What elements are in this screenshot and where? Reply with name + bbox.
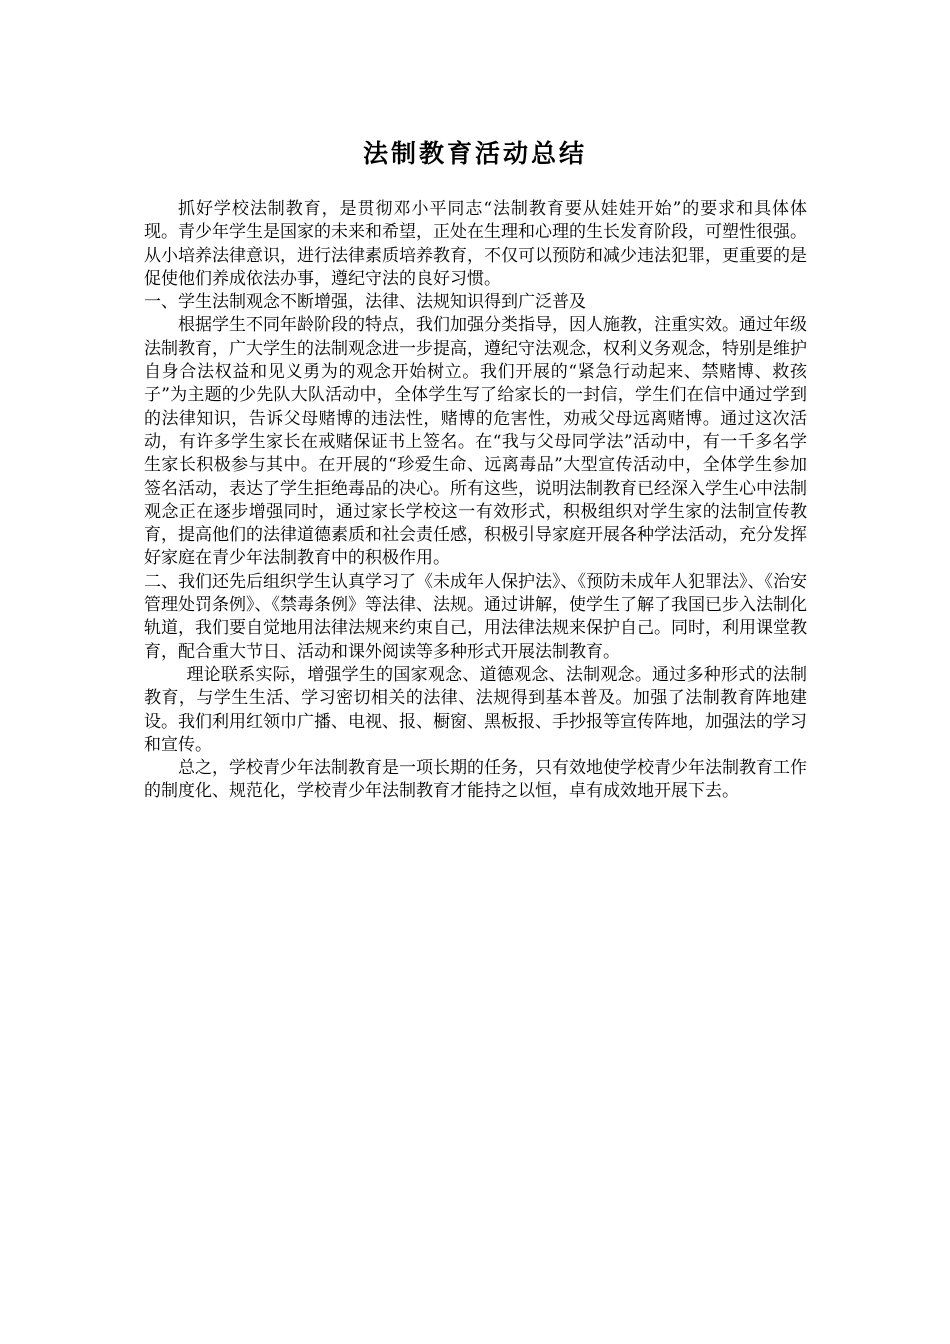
paragraph-section-2: 二、我们还先后组织学生认真学习了《未成年人保护法》、《预防未成年人犯罪法》、《治安管理处罚条例》、《禁毒条例》等法律、法规。通过讲解，使学生了解了我国已步入法制化轨道，我们要自觉地用法律法规来约束自己，用法律法规来保护自己。同时，利用课堂教育，配合重大节日、活动和课外阅读等多种形式开展法制教育。 <box>144 571 807 662</box>
document-title: 法制教育活动总结 <box>362 139 587 168</box>
section-heading-1: 一、学生法制观念不断增强，法律、法规知识得到广泛普及 <box>144 292 586 313</box>
paragraph-intro: 抓好学校法制教育，是贯彻邓小平同志“法制教育要从娃娃开始”的要求和具体体现。青少年学生是国家的未来和希望，正处在生理和心理的生长发育阶段，可塑性很强。从小培养法律意识，进行法律素质培养教育，不仅可以预防和减少违法犯罪，更重要的是促使他们养成依法办事，遵纪守法的良好习惯。 <box>144 199 807 289</box>
paragraph-theory: 理论联系实际，增强学生的国家观念、道德观念、法制观念。通过多种形式的法制教育，与学生生活、学习密切相关的法律、法规得到基本普及。加强了法制教育阵地建设。我们利用红领巾广播、电视、报、橱窗、黑板报、手抄报等宣传阵地，加强法的学习和宣传。 <box>144 664 807 755</box>
paragraph-conclusion: 总之，学校青少年法制教育是一项长期的任务，只有效地使学校青少年法制教育工作的制度化、规范化，学校青少年法制教育才能持之以恒，卓有成效地开展下去。 <box>144 758 807 802</box>
paragraph-section-1: 根据学生不同年龄阶段的特点，我们加强分类指导，因人施教，注重实效。通过年级法制教育，广大学生的法制观念进一步提高，遵纪守法观念，权利义务观念，特别是维护自身合法权益和见义勇为的观念开始树立。我们开展的“紧急行动起来、禁赌博、救孩子”为主题的少先队大队活动中，全体学生写了给家长的一封信，学生们在信中通过学到的法律知识，告诉父母赌博的违法性，赌博的危害性，劝戒父母远离赌博。通过这次活动，有许多学生家长在戒赌保证书上签名。在“我与父母同学法”活动中，有一千多名学生家长积极参与其中。在开展的“珍爱生命、远离毒品”大型宣传活动中，全体学生参加签名活动，表达了学生拒绝毒品的决心。所有这些，说明法制教育已经深入学生心中法制观念正在逐步增强同时，通过家长学校这一有效形式，积极组织对学生家的法制宣传教育，提高他们的法律道德素质和社会责任感，积极引导家庭开展各种学法活动，充分发挥好家庭在青少年法制教育中的积极作用。 <box>144 315 807 569</box>
document-body <box>144 198 807 804</box>
